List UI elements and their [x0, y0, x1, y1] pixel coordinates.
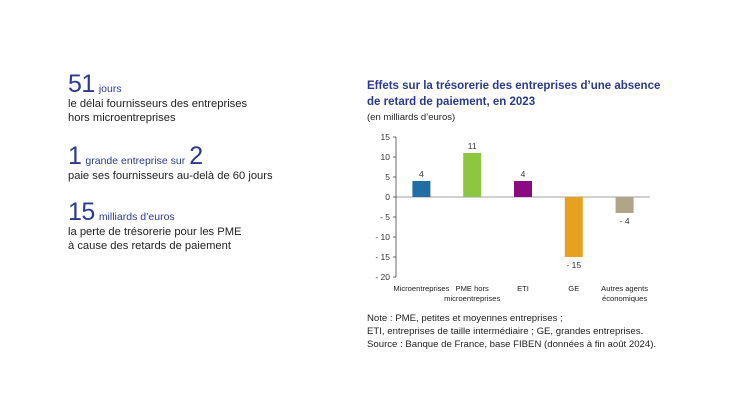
chart-title-line: Effets sur la trésorerie des entreprises d’une absence [367, 80, 661, 92]
category-label: PME hors [455, 284, 489, 293]
stat-description-line: paie ses fournisseurs au-delà de 60 jours [68, 170, 273, 182]
data-label: - 4 [619, 216, 630, 226]
y-tick-label: - 15 [375, 252, 390, 262]
stat-grandes-entreprises [68, 144, 273, 183]
data-label: 4 [419, 169, 424, 179]
note-line: Note : PME, petites et moyennes entreprises ; [367, 313, 563, 324]
y-tick-label: - 20 [375, 272, 390, 282]
stat-delai-fournisseurs [68, 72, 247, 125]
chart-title [367, 78, 687, 110]
y-tick-label: - 10 [375, 232, 390, 242]
data-label: 4 [520, 169, 526, 179]
stat-number-2: 2 [189, 142, 203, 170]
stat-number: 51 [68, 70, 95, 98]
bar [463, 153, 481, 197]
stat-headline [68, 144, 273, 169]
stat-perte-tresorerie [68, 200, 242, 253]
stat-description-line: le délai fournisseurs des entreprises [68, 98, 248, 110]
stat-unit: milliards d’euros [98, 211, 175, 223]
stat-headline [68, 72, 247, 97]
note-line: Source : Banque de France, base FIBEN (données à fin août 2024). [367, 339, 657, 350]
stat-unit: grande entreprise sur [85, 155, 186, 167]
bar [412, 181, 430, 197]
stat-description-line: hors microentreprises [68, 112, 176, 124]
category-label: ETI [517, 284, 529, 293]
category-label: microentreprises [444, 294, 501, 303]
bar-chart [360, 128, 660, 308]
stat-description-line: à cause des retards de paiement [68, 240, 231, 252]
chart-unit: (en milliards d’euros) [367, 112, 456, 123]
bar [616, 197, 634, 213]
category-label: GE [568, 284, 580, 293]
stat-number: 1 [68, 142, 82, 170]
bar [514, 181, 532, 197]
y-tick-label: 0 [385, 192, 390, 202]
stat-unit: jours [98, 83, 122, 95]
data-label: 11 [467, 141, 477, 151]
note-line: ETI, entreprises de taille intermédiaire ; GE, grandes entreprises. [367, 326, 644, 337]
category-label: Autres agents [601, 284, 649, 293]
category-label: Microentreprises [393, 284, 450, 293]
data-label: - 15 [566, 260, 582, 270]
stat-description-line: la perte de trésorerie pour les PME [68, 226, 242, 238]
chart-title-line: de retard de paiement, en 2023 [367, 96, 536, 108]
y-tick-label: 10 [380, 152, 390, 162]
category-label: économiques [602, 294, 648, 303]
y-tick-label: 5 [385, 172, 390, 182]
chart-notes [367, 312, 656, 351]
stat-number: 15 [68, 198, 95, 226]
y-tick-label: 15 [380, 132, 390, 142]
stat-headline [68, 200, 242, 225]
bar [565, 197, 583, 257]
y-tick-label: - 5 [380, 212, 390, 222]
